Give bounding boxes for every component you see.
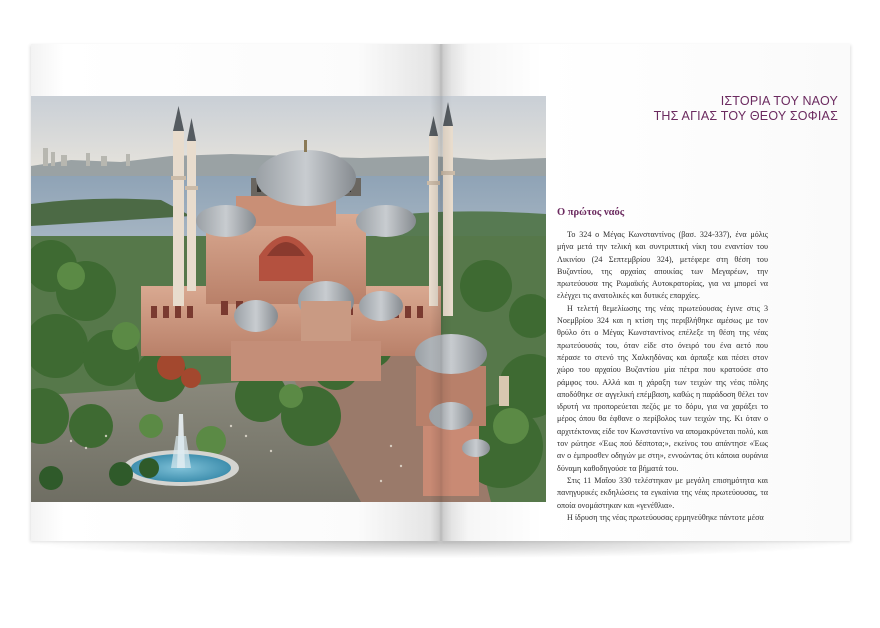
section-heading: Ο πρώτος ναός <box>557 207 625 218</box>
paragraph-4: Η ίδρυση της νέας πρωτεύουσας ερμηνεύθηκε πάντοτε μέσα <box>567 512 764 522</box>
chapter-title-line-1: ΙΣΤΟΡΙΑ ΤΟΥ ΝΑΟΥ <box>720 94 838 108</box>
chapter-title-line-2: ΤΗΣ ΑΓΙΑΣ ΤΟΥ ΘΕΟΥ ΣΟΦΙΑΣ <box>653 109 838 123</box>
paragraph-3: Στις 11 Μαΐου 330 τελέστηκαν με μεγάλη επισημότητα και πανηγυρικές εκδηλώσεις τα εγκαίνια της νέας πρωτεύουσας, τα οποία ονομάστηκαν και «γενέθλια». <box>557 475 768 510</box>
article-body <box>557 229 768 524</box>
chapter-title <box>508 94 838 124</box>
paragraph-2: Η τελετή θεμελίωσης της νέας πρωτεύουσας έγινε στις 3 Νοεμβρίου 324 και η κτίση της περιβλήθηκε αμέσως με τον θρύλο ότι ο Μέγας Κωνσταντίνος επέλεξε τη θέση της νέας πρωτεύουσάς του, όταν είδε στο όνειρό του ένα αετό που πέρασε το στενό της Χαλκηδόνας και άρπαξε και πέσει στον χώρο του αρχαίου Βυζαντίου μία πέτρα που κρατούσε στο ράμφος του. Αλλά και η χάραξη των τειχών της νέας πόλης αποδόθηκε σε αγγελική επέμβαση, καθώς η παράδοση θέλει τον ιδρυτή να προπορεύεται πεζός με το δόρυ, για να χαράξει το μέρος όπου θα έφθανε ο περίβολος των τειχών της. Κι όταν ο αρχιτέκτονας είδε τον Κωνσταντίνο να απομακρύνεται πολύ, και τον ρώτησε «Έως πού δέσποτα;», εκείνος του απάντησε «Έως αν ο έμπροσθεν οδηγών με στη», εννοώντας ότι κάποια ουράνια δύναμη καθοδηγούσε τα βήματά του. <box>557 303 768 473</box>
hagia-sophia-photo <box>31 96 546 502</box>
paragraph-1: Το 324 ο Μέγας Κωνσταντίνος (βασ. 324-337), ένα μόλις μήνα μετά την τελική και συντριπτική νίκη του εναντίον του Λικινίου (24 Σεπτεμβρίου 324), μετέφερε στη θέση του Βυζαντίου, της αρχαίας αποικίας των Μεγαρέων, την πρωτεύουσα της Ρωμαϊκής Αυτοκρατορίας, για να μπορεί να ελέγχει τις ανατολικές και δυτικές επαρχίες. <box>557 230 768 301</box>
